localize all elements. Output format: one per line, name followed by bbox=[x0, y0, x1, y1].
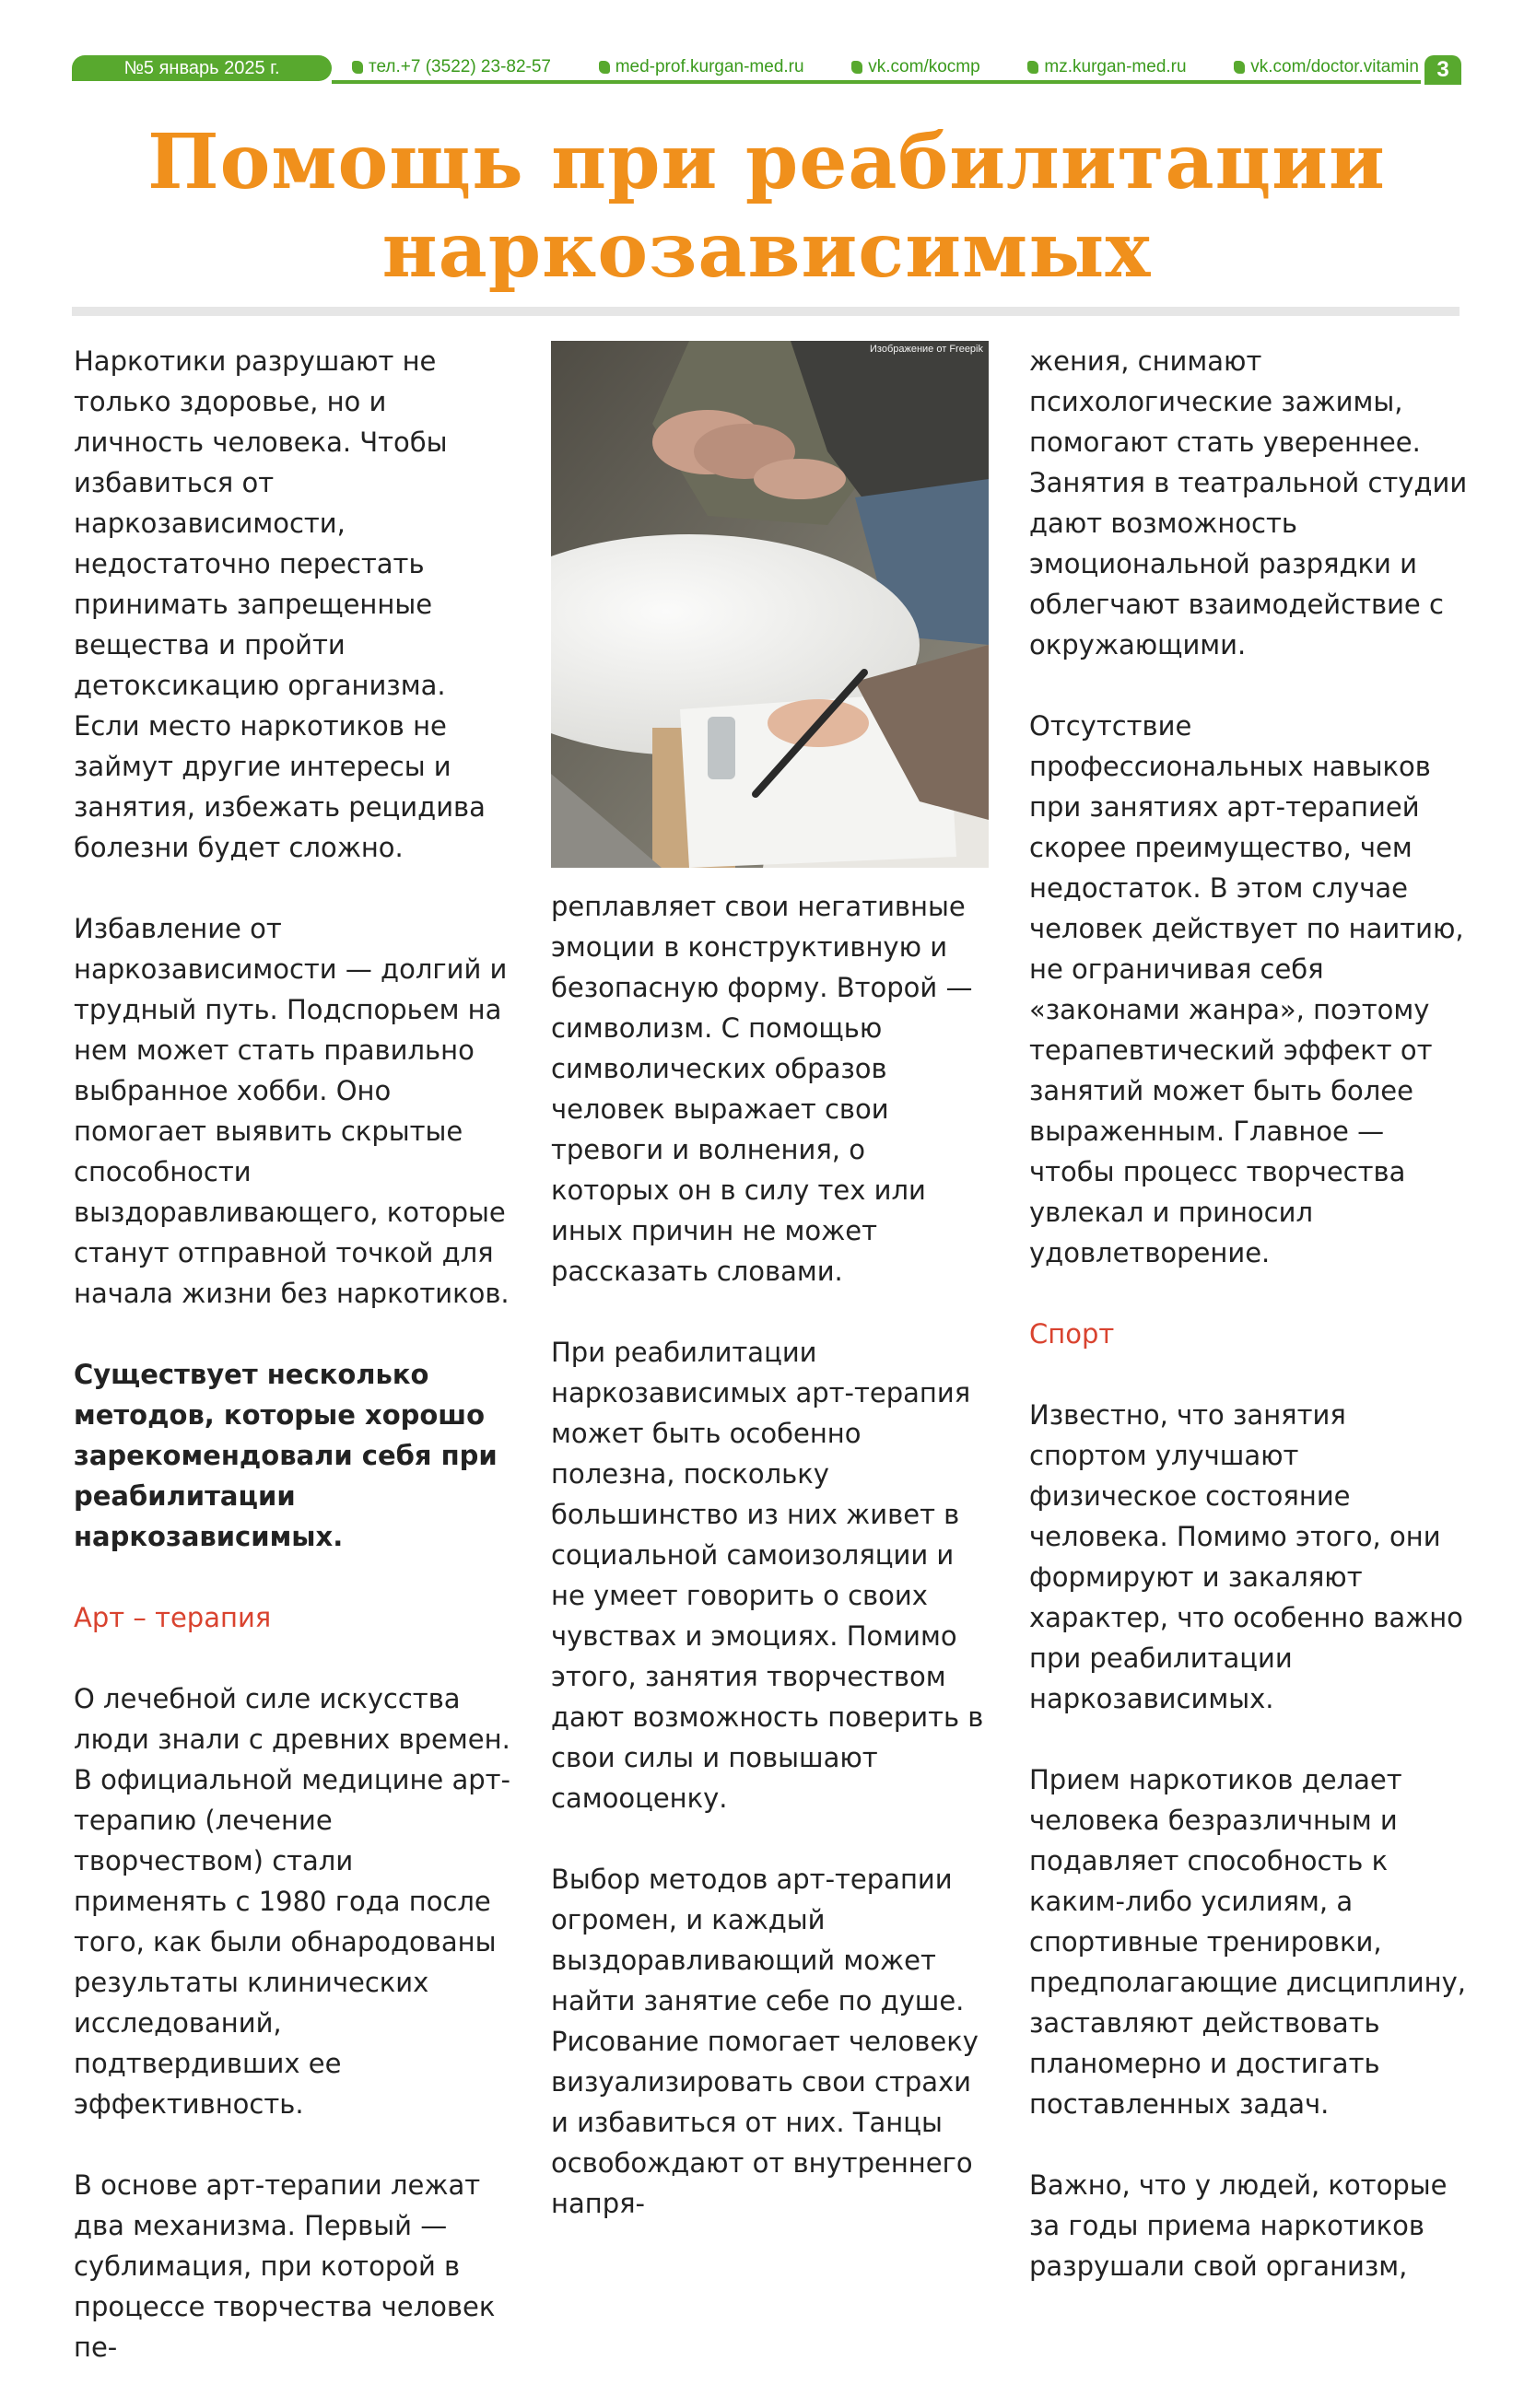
image-credit: Изображение от Freepik bbox=[870, 344, 983, 355]
column-1 bbox=[74, 341, 511, 2408]
contact-vk-kocmp[interactable] bbox=[851, 57, 979, 77]
contact-vk-doctor-vitamin-text[interactable]: vk.com/doctor.vitamin bbox=[1250, 57, 1419, 76]
paragraph: реплавляет свои негативные эмоции в конструктивную и безопасную форму. Второй — символизм. С помощью символических образов человек выражает свои тревоги и волнения, о которых он в силу тех или иных причин не может рассказать словами. bbox=[551, 891, 973, 1287]
contact-phone-text: тел.+7 (3522) 23-82-57 bbox=[369, 57, 551, 76]
paragraph: Известно, что занятия спортом улучшают физическое состояние человека. Помимо этого, они формируют и закаляют характер, что особенно важно при реабилитации наркозависимых. bbox=[1029, 1399, 1463, 1714]
leaf-bullet-icon bbox=[599, 61, 610, 74]
title-divider bbox=[72, 307, 1460, 316]
page-number: 3 bbox=[1424, 55, 1461, 85]
contact-vk-kocmp-text[interactable]: vk.com/kocmp bbox=[868, 57, 980, 76]
paragraph: Избавление от наркозависимости — долгий и трудный путь. Подспорьем на нем может стать правильно выбранное хобби. Оно помогает выявить скрытые способности выздоравливающего, которые станут отправной точкой для начала жизни без наркотиков. bbox=[74, 913, 510, 1309]
column-2 bbox=[551, 886, 989, 2264]
column-3 bbox=[1029, 341, 1471, 2327]
paragraph: В основе арт-терапии лежат два механизма. Первый — сублимация, при которой в процессе творчества человек пе- bbox=[74, 2169, 496, 2363]
intro-methods-paragraph: Существует несколько методов, которые хорошо зарекомендовали себя при реабилитации наркозависимых. bbox=[74, 1359, 498, 1552]
contacts-bar bbox=[352, 56, 1419, 78]
paragraph: Выбор методов арт-терапии огромен, и каждый выздоравливающий может найти занятие себе по душе. Рисование помогает человеку визуализировать свои страхи и избавиться от них. Танцы освобождают от внутреннего напря- bbox=[551, 1864, 979, 2219]
leaf-bullet-icon bbox=[352, 61, 363, 74]
issue-badge: №5 январь 2025 г. bbox=[72, 55, 332, 81]
therapy-session-image bbox=[551, 341, 989, 868]
contact-ministry-site-text[interactable]: mz.kurgan-med.ru bbox=[1044, 57, 1187, 76]
article-title-line1: Помощь при реабилитации bbox=[147, 118, 1386, 206]
article-photo bbox=[551, 341, 989, 868]
header-rule bbox=[332, 80, 1421, 84]
paragraph: О лечебной силе искусства люди знали с древних времен. В официальной медицине арт-терапию (лечение творчеством) стали применять с 1980 года после того, как были обнародованы результаты клинических исследований, подтвердивших ее эффективность. bbox=[74, 1683, 511, 2120]
paragraph: Прием наркотиков делает человека безразличным и подавляет способность к каким-либо усилиям, а спортивные тренировки, предполагающие дисциплину, заставляют действовать планомерно и достигать поставленных задач. bbox=[1029, 1764, 1467, 2120]
section-heading-art-therapy: Арт – терапия bbox=[74, 1602, 272, 1633]
contact-website-text[interactable]: med-prof.kurgan-med.ru bbox=[615, 57, 804, 76]
contact-ministry-site[interactable] bbox=[1027, 57, 1186, 77]
contact-vk-doctor-vitamin[interactable] bbox=[1234, 57, 1419, 77]
paragraph: При реабилитации наркозависимых арт-терапия может быть особенно полезна, поскольку большинство из них живет в социальной самоизоляции и не умеет говорить о своих чувствах и эмоциях. Помимо этого, занятия творчеством дают возможность поверить в свои силы и повышают самооценку. bbox=[551, 1337, 984, 1814]
paragraph: Отсутствие профессиональных навыков при занятиях арт-терапией скорее преимущество, чем недостаток. В этом случае человек действует по наитию, не ограничивая себя «законами жанра», поэтому терапевтический эффект от занятий может быть более выраженным. Главное — чтобы процесс творчества увлекал и приносил удовлетворение. bbox=[1029, 710, 1464, 1268]
page-header bbox=[72, 55, 1461, 85]
contact-phone bbox=[352, 57, 551, 77]
article-title bbox=[72, 118, 1461, 295]
article-title-line2: наркозависимых bbox=[381, 206, 1152, 295]
paragraph: Наркотики разрушают не только здоровье, но и личность человека. Чтобы избавиться от наркозависимости, недостаточно перестать принимать запрещенные вещества и пройти детоксикацию организма. Если место наркотиков не займут другие интересы и занятия, избежать рецидива болезни будет сложно. bbox=[74, 345, 486, 863]
contact-website[interactable] bbox=[599, 57, 804, 77]
paragraph: жения, снимают психологические зажимы, помогают стать увереннее. Занятия в театральной студии дают возможность эмоциональной разрядки и облегчают взаимодействие с окружающими. bbox=[1029, 345, 1468, 660]
leaf-bullet-icon bbox=[1027, 61, 1038, 74]
leaf-bullet-icon bbox=[1234, 61, 1245, 74]
paragraph: Важно, что у людей, которые за годы приема наркотиков разрушали свой организм, bbox=[1029, 2169, 1448, 2282]
leaf-bullet-icon bbox=[851, 61, 862, 74]
section-heading-sport: Спорт bbox=[1029, 1318, 1115, 1350]
